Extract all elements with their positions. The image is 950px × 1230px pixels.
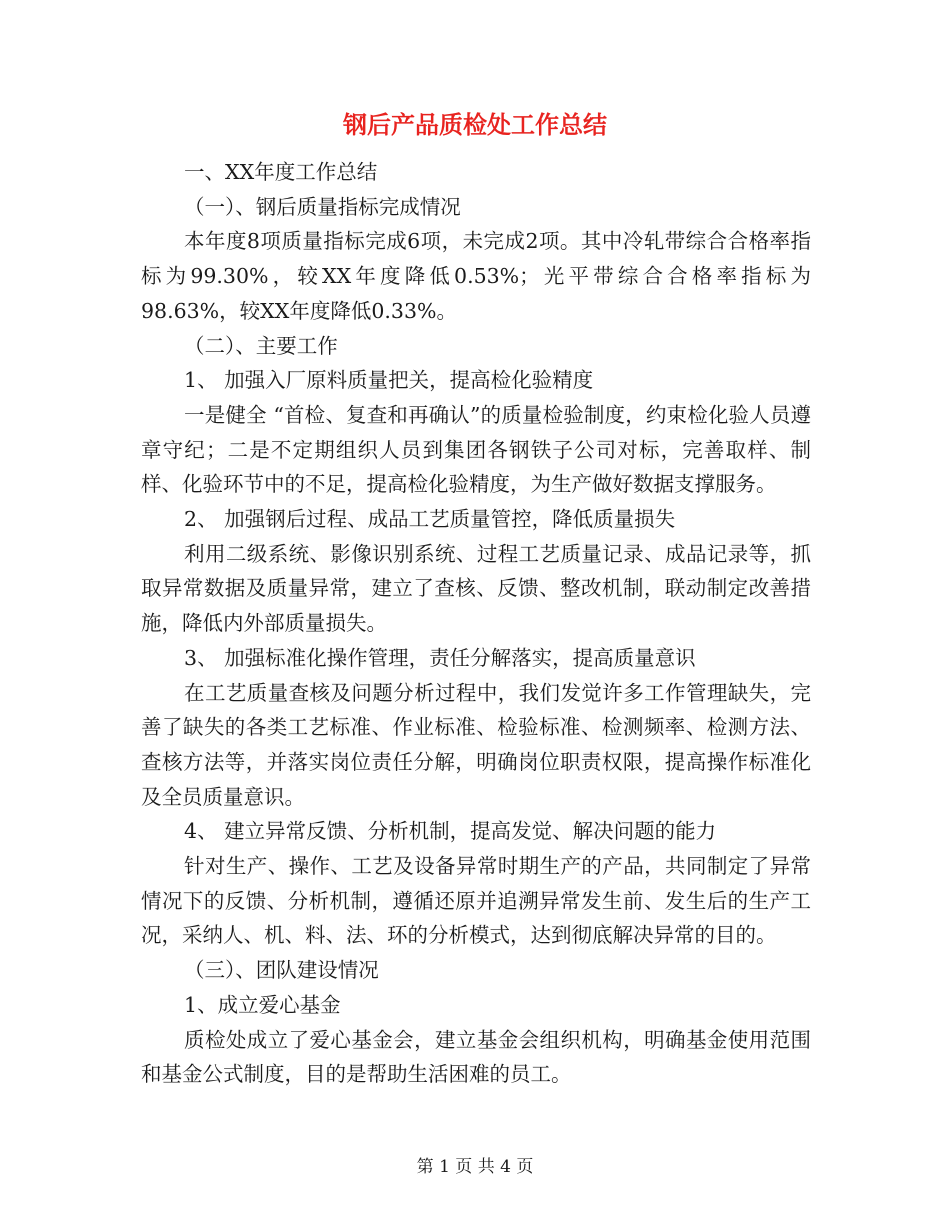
- document-body: [141, 155, 811, 1092]
- paragraph: 利用二级系统、影像识别系统、过程工艺质量记录、成品记录等，抓取异常数据及质量异常，建立了查核、反馈、整改机制，联动制定改善措施，降低内外部质量损失。: [141, 541, 811, 636]
- section-heading: 一、XX年度工作总结: [184, 160, 378, 184]
- page-footer: [0, 1155, 950, 1179]
- item-heading: 3、 加强标准化操作管理，责任分解落实，提高质量意识: [184, 645, 696, 670]
- paragraph: 在工艺质量查核及问题分析过程中，我们发觉许多工作管理缺失，完善了缺失的各类工艺标准、作业标准、检验标准、检测频率、检测方法、查核方法等，并落实岗位责任分解，明确岗位职责权限，提高操作标准化及全员质量意识。: [141, 680, 811, 809]
- document-title: 钢后产品质检处工作总结: [343, 110, 607, 139]
- item-heading: 1、成立爱心基金: [184, 992, 341, 1017]
- paragraph: 本年度8项质量指标完成6项，未完成2项。其中冷轧带综合合格率指标为99.30%，较XX年度降低0.53%；光平带综合合格率指标为98.63%，较XX年度降低0.33%。: [141, 229, 811, 323]
- subsection-heading: （二）、主要工作: [184, 333, 338, 358]
- paragraph: 一是健全 “首检、复查和再确认”的质量检验制度，约束检化验人员遵章守纪；二是不定期组织人员到集团各钢铁子公司对标，完善取样、制样、化验环节中的不足，提高检化验精度，为生产做好数据支撑服务。: [141, 402, 811, 497]
- item-heading: 4、 建立异常反馈、分析机制，提高发觉、解决问题的能力: [184, 819, 717, 844]
- subsection-heading: （三）、团队建设情况: [184, 958, 379, 983]
- page-number-label: 第 1 页 共 4 页: [416, 1157, 534, 1177]
- item-heading: 2、 加强钢后过程、成品工艺质量管控，降低质量损失: [184, 507, 676, 532]
- subsection-heading: （一）、钢后质量指标完成情况: [184, 194, 461, 219]
- paragraph: 针对生产、操作、工艺及设备异常时期生产的产品，共同制定了异常情况下的反馈、分析机制，遵循还原并追溯异常发生前、发生后的生产工况，采纳人、机、料、法、环的分析模式，达到彻底解决异常的目的。: [141, 854, 811, 948]
- paragraph: 质检处成立了爱心基金会，建立基金会组织机构，明确基金使用范围和基金公式制度，目的是帮助生活困难的员工。: [141, 1027, 811, 1087]
- item-heading: 1、 加强入厂原料质量把关，提高检化验精度: [184, 368, 594, 393]
